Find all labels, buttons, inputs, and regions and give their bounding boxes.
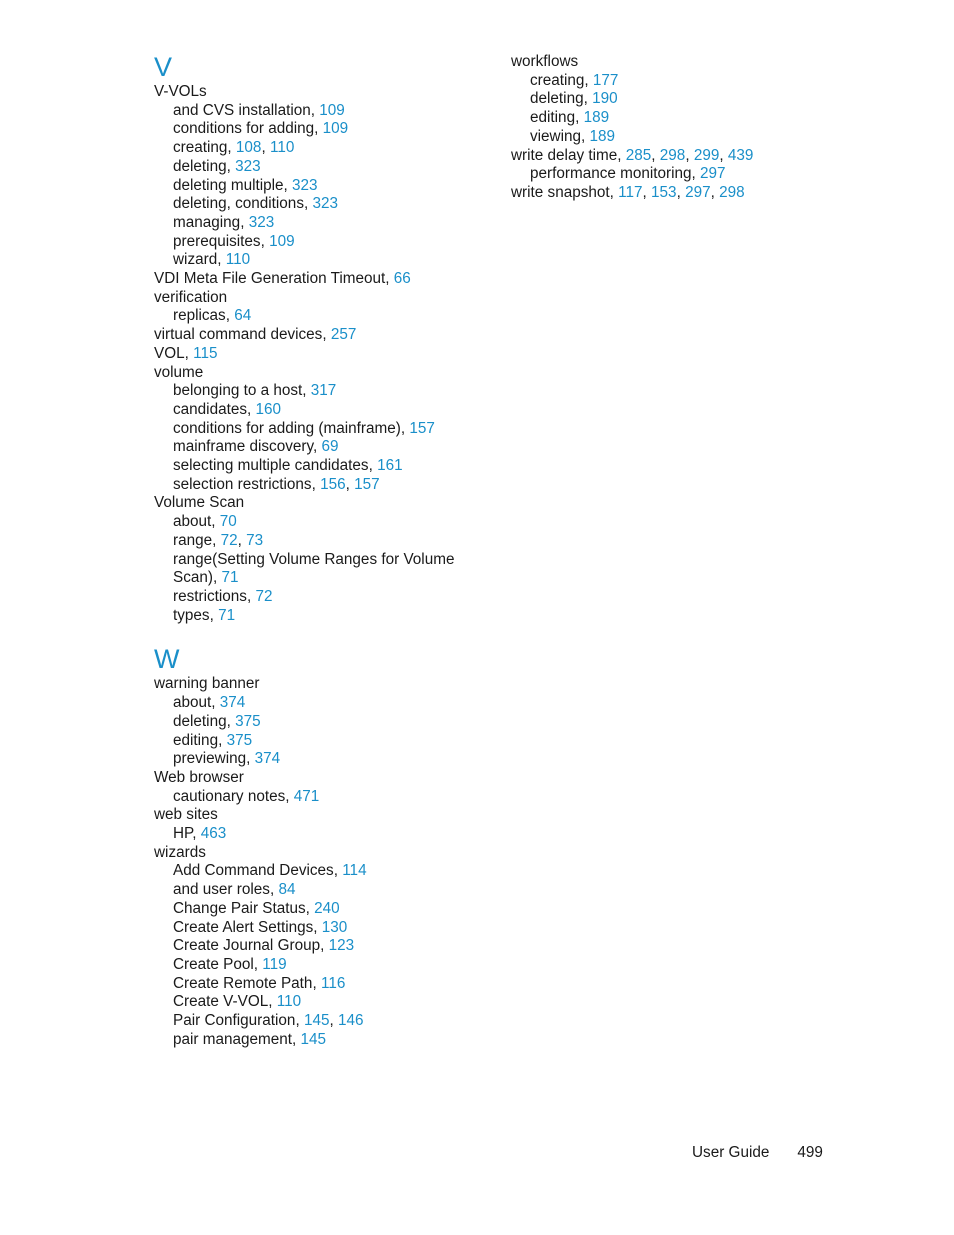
page-link[interactable]: 73 bbox=[246, 531, 264, 549]
page-link[interactable]: 189 bbox=[583, 109, 610, 127]
index-entry bbox=[154, 494, 484, 513]
index-subentry: deleting, 190 bbox=[530, 90, 618, 108]
index-subentry: cautionary notes, 471 bbox=[173, 787, 320, 805]
page-link[interactable]: 157 bbox=[409, 419, 435, 437]
page-link[interactable]: 375 bbox=[235, 712, 261, 730]
entry-term: volume bbox=[154, 363, 204, 381]
section-letter: W bbox=[154, 644, 180, 675]
page-link[interactable]: 240 bbox=[314, 899, 340, 917]
page-link[interactable]: 119 bbox=[262, 955, 287, 973]
index-section bbox=[154, 645, 484, 1049]
page-number: 499 bbox=[797, 1144, 823, 1161]
index-subentry: previewing, 374 bbox=[173, 750, 281, 768]
index-subentry: deleting, conditions, 323 bbox=[173, 195, 338, 213]
page-link[interactable]: 297 bbox=[700, 165, 726, 183]
subentry-text: selection restrictions bbox=[173, 475, 312, 493]
entry-term: workflows bbox=[511, 53, 579, 70]
page-link[interactable]: 145 bbox=[300, 1030, 327, 1048]
index-subentry: about, 70 bbox=[173, 513, 237, 531]
page-link[interactable]: 117 bbox=[618, 183, 643, 201]
subentry-text: Create Remote Path bbox=[173, 974, 313, 992]
page-link[interactable]: 298 bbox=[659, 146, 686, 164]
index-entry bbox=[154, 806, 484, 825]
page-link[interactable]: 69 bbox=[321, 438, 339, 456]
entry-term: wizards bbox=[154, 843, 206, 861]
index-subentry: conditions for adding, 109 bbox=[173, 120, 349, 138]
index-subentry: range, 72, 73 bbox=[173, 531, 264, 549]
subentry-text: wizard bbox=[173, 251, 218, 269]
subentry-text: mainframe discovery bbox=[173, 438, 313, 456]
page-link[interactable]: 123 bbox=[328, 937, 355, 955]
page-link[interactable]: 157 bbox=[354, 475, 380, 493]
page-link[interactable]: 190 bbox=[592, 90, 618, 108]
page-link[interactable]: 323 bbox=[248, 213, 275, 231]
index-subentry: deleting multiple, 323 bbox=[173, 176, 318, 194]
page-link[interactable]: 71 bbox=[218, 606, 236, 624]
subentry-text: editing bbox=[530, 109, 576, 127]
subentry-text: deleting, conditions bbox=[173, 195, 304, 213]
subentry-text: deleting bbox=[173, 712, 227, 730]
page-link[interactable]: 177 bbox=[592, 71, 619, 89]
subentry-text: types bbox=[173, 606, 210, 624]
subentry-text: Create Pool bbox=[173, 955, 254, 973]
page-link[interactable]: 471 bbox=[293, 787, 320, 805]
index-entry bbox=[154, 364, 484, 383]
entry-term: VDI Meta File Generation Timeout bbox=[154, 270, 386, 288]
page-link[interactable]: 285 bbox=[625, 146, 652, 164]
index-subentry: Add Command Devices, 114 bbox=[173, 862, 367, 880]
entry-term: write snapshot bbox=[511, 183, 610, 201]
page-link[interactable]: 145 bbox=[303, 1012, 330, 1030]
index-subentry: managing, 323 bbox=[173, 213, 275, 231]
subentry-text: deleting bbox=[530, 90, 584, 108]
index-entry bbox=[154, 844, 484, 863]
page-link[interactable]: 146 bbox=[337, 1012, 364, 1030]
index-subentry: Pair Configuration, 145, 146 bbox=[173, 1012, 364, 1030]
index-subentry: restrictions, 72 bbox=[173, 587, 273, 605]
page-link[interactable]: 72 bbox=[220, 531, 238, 549]
index-subentry: candidates, 160 bbox=[173, 400, 282, 418]
page-link[interactable]: 109 bbox=[322, 120, 349, 138]
index-subentry: replicas, 64 bbox=[173, 307, 252, 325]
entry-term: Volume Scan bbox=[154, 494, 245, 512]
index-subentry: Create Remote Path, 116 bbox=[173, 974, 346, 992]
page-link[interactable]: 374 bbox=[254, 750, 281, 768]
subentry-text: about bbox=[173, 513, 212, 531]
subentry-text: about bbox=[173, 694, 212, 712]
subentry-text: viewing bbox=[530, 127, 582, 145]
page-link[interactable]: 108 bbox=[235, 139, 262, 157]
index-subentry: editing, 375 bbox=[173, 731, 253, 749]
entry-term: write delay time bbox=[511, 146, 618, 164]
index-subentry: wizard, 110 bbox=[173, 251, 251, 269]
index-entry: write snapshot, 117, 153, 297, 298 bbox=[511, 183, 745, 201]
entry-term: verification bbox=[154, 288, 228, 306]
page-footer bbox=[692, 1144, 832, 1162]
page-link[interactable]: 71 bbox=[221, 569, 239, 587]
subentry-text: previewing bbox=[173, 750, 247, 768]
page-link[interactable]: 323 bbox=[292, 176, 318, 194]
subentry-text: selecting multiple candidates bbox=[173, 457, 369, 475]
subentry-text: deleting bbox=[173, 157, 227, 175]
subentry-text: range(Setting Volume Ranges for Volume Scan) bbox=[173, 550, 455, 587]
page-link[interactable]: 189 bbox=[589, 127, 616, 145]
subentry-text: Create V-VOL bbox=[173, 993, 269, 1011]
index-subentry: deleting, 375 bbox=[173, 712, 261, 730]
page-link[interactable]: 114 bbox=[342, 862, 367, 880]
subentry-text: conditions for adding (mainframe) bbox=[173, 419, 401, 437]
entry-term: VOL bbox=[154, 344, 185, 362]
index-subentry: and user roles, 84 bbox=[173, 881, 296, 899]
index-subentry: Create V-VOL, 110 bbox=[173, 993, 302, 1011]
page-link[interactable]: 72 bbox=[255, 587, 273, 605]
entry-term: Web browser bbox=[154, 768, 244, 786]
subentry-text: Pair Configuration bbox=[173, 1012, 296, 1030]
page-link[interactable]: 323 bbox=[235, 157, 261, 175]
index-subentry: Create Journal Group, 123 bbox=[173, 937, 355, 955]
page-link[interactable]: 161 bbox=[377, 457, 403, 475]
page-link[interactable]: 298 bbox=[719, 183, 745, 201]
subentry-text: Change Pair Status bbox=[173, 899, 306, 917]
page-link[interactable]: 115 bbox=[193, 344, 218, 362]
index-subentry: HP, 463 bbox=[173, 825, 227, 843]
entry-term: virtual command devices bbox=[154, 326, 323, 344]
page-link[interactable]: 463 bbox=[200, 825, 227, 843]
index-subentry: mainframe discovery, 69 bbox=[173, 438, 339, 456]
subentry-text: range bbox=[173, 531, 213, 549]
subentry-text: replicas bbox=[173, 307, 226, 325]
subentry-text: cautionary notes bbox=[173, 787, 286, 805]
index-subentry: conditions for adding (mainframe), 157 bbox=[173, 419, 435, 437]
page-link[interactable]: 299 bbox=[693, 146, 720, 164]
index-subentry: Create Pool, 119 bbox=[173, 955, 287, 973]
entry-term: web sites bbox=[154, 806, 218, 824]
subentry-text: and user roles bbox=[173, 881, 270, 899]
subentry-text: deleting multiple bbox=[173, 176, 284, 194]
page-link[interactable]: 110 bbox=[276, 993, 302, 1011]
index-subentry: creating, 177 bbox=[530, 71, 619, 89]
index-entry: VOL, 115 bbox=[154, 344, 218, 362]
subentry-text: creating bbox=[173, 139, 228, 157]
subentry-text: pair management bbox=[173, 1030, 293, 1048]
index-subentry: editing, 189 bbox=[530, 109, 610, 127]
page-link[interactable]: 374 bbox=[219, 694, 246, 712]
index-subentry: belonging to a host, 317 bbox=[173, 382, 337, 400]
entry-term: warning banner bbox=[154, 675, 260, 693]
index-subentry: about, 374 bbox=[173, 694, 246, 712]
page-link[interactable]: 110 bbox=[269, 139, 295, 157]
page-link[interactable]: 66 bbox=[393, 270, 411, 288]
index-section bbox=[154, 53, 484, 625]
subentry-text: belonging to a host bbox=[173, 382, 303, 400]
page-link[interactable]: 439 bbox=[727, 146, 754, 164]
page-link[interactable]: 257 bbox=[330, 326, 357, 344]
subentry-text: managing bbox=[173, 213, 241, 231]
index-entry: write delay time, 285, 298, 299, 439 bbox=[511, 146, 754, 164]
subentry-text: performance monitoring bbox=[530, 165, 692, 183]
subentry-text: creating bbox=[530, 71, 585, 89]
index-subentry: creating, 108, 110 bbox=[173, 139, 295, 157]
subentry-text: Create Alert Settings bbox=[173, 918, 314, 936]
index-subentry: selecting multiple candidates, 161 bbox=[173, 457, 403, 475]
page-link[interactable]: 84 bbox=[278, 881, 296, 899]
index-subentry: types, 71 bbox=[173, 606, 236, 624]
index-subentry: deleting, 323 bbox=[173, 157, 261, 175]
page-link[interactable]: 375 bbox=[226, 731, 253, 749]
index-entry bbox=[154, 769, 484, 788]
index-entry: virtual command devices, 257 bbox=[154, 326, 357, 344]
index-entry bbox=[154, 675, 484, 694]
page-link[interactable]: 297 bbox=[685, 183, 711, 201]
index-entry bbox=[511, 53, 841, 72]
page-link[interactable]: 64 bbox=[234, 307, 252, 325]
index-entry: VDI Meta File Generation Timeout, 66 bbox=[154, 270, 411, 288]
page-link[interactable]: 153 bbox=[651, 183, 677, 201]
index-column-left bbox=[154, 53, 484, 1069]
subentry-text: editing bbox=[173, 731, 219, 749]
page-link[interactable]: 156 bbox=[320, 475, 346, 493]
page-link[interactable]: 116 bbox=[320, 974, 346, 992]
index-section bbox=[511, 53, 841, 203]
index-entry bbox=[154, 83, 484, 102]
page-link[interactable]: 109 bbox=[319, 101, 345, 119]
index-subentry: performance monitoring, 297 bbox=[530, 165, 726, 183]
index-subentry: Change Pair Status, 240 bbox=[173, 899, 340, 917]
index-subentry: viewing, 189 bbox=[530, 127, 616, 145]
section-letter: V bbox=[154, 52, 173, 82]
subentry-text: prerequisites bbox=[173, 232, 261, 250]
index-subentry: selection restrictions, 156, 157 bbox=[173, 475, 380, 493]
subentry-text: candidates bbox=[173, 400, 247, 418]
index-subentry: range(Setting Volume Ranges for Volume Scan), 71 bbox=[173, 550, 455, 587]
index-entry bbox=[154, 289, 484, 308]
page-link[interactable]: 317 bbox=[310, 382, 337, 400]
entry-term: V-VOLs bbox=[154, 83, 207, 100]
subentry-text: restrictions bbox=[173, 587, 247, 605]
footer-label: User Guide bbox=[692, 1144, 770, 1161]
index-subentry: pair management, 145 bbox=[173, 1030, 327, 1048]
subentry-text: HP bbox=[173, 825, 193, 843]
page-link[interactable]: 110 bbox=[225, 251, 251, 269]
subentry-text: Add Command Devices bbox=[173, 862, 334, 880]
subentry-text: Create Journal Group bbox=[173, 937, 321, 955]
subentry-text: conditions for adding bbox=[173, 120, 315, 138]
index-column-right bbox=[511, 53, 841, 223]
page-link[interactable]: 160 bbox=[255, 400, 282, 418]
page-link[interactable]: 109 bbox=[269, 232, 295, 250]
page-link[interactable]: 323 bbox=[312, 195, 338, 213]
page-link[interactable]: 130 bbox=[321, 918, 348, 936]
index-subentry: and CVS installation, 109 bbox=[173, 101, 345, 119]
index-subentry: Create Alert Settings, 130 bbox=[173, 918, 348, 936]
page-link[interactable]: 70 bbox=[219, 513, 237, 531]
index-subentry: prerequisites, 109 bbox=[173, 232, 295, 250]
subentry-text: and CVS installation bbox=[173, 101, 311, 119]
